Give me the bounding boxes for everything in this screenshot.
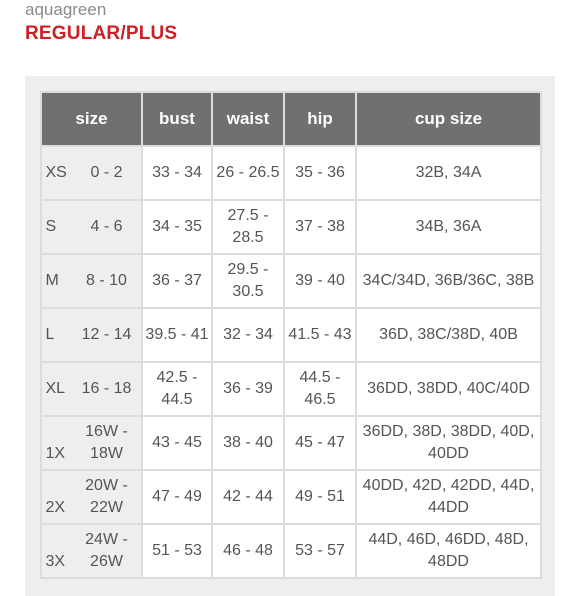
table-row — [41, 524, 541, 578]
waist-cell: 26 - 26.5 — [212, 146, 284, 200]
cup-cell: 34C/34D, 36B/36C, 38B — [356, 254, 541, 308]
brand-name: aquagreen — [25, 0, 107, 19]
bust-cell: 39.5 - 41 — [142, 308, 212, 362]
table-row — [41, 200, 541, 254]
size-number: 8 - 10 — [86, 272, 127, 289]
size-cell — [41, 200, 142, 254]
size-cell — [41, 146, 142, 200]
size-label: S — [45, 218, 57, 235]
waist-cell: 29.5 - 30.5 — [212, 254, 284, 308]
hip-cell: 49 - 51 — [284, 470, 356, 524]
hip-cell: 35 - 36 — [284, 146, 356, 200]
size-number: 16W - 18W — [85, 423, 128, 462]
size-number: 24W - 26W — [85, 531, 128, 570]
cup-cell: 36D, 38C/38D, 40B — [356, 308, 541, 362]
cup-cell: 34B, 36A — [356, 200, 541, 254]
size-number: 4 - 6 — [90, 218, 123, 235]
hip-cell: 44.5 - 46.5 — [284, 362, 356, 416]
bust-cell: 42.5 - 44.5 — [142, 362, 212, 416]
size-chart-table — [40, 91, 542, 579]
table-header-row — [41, 92, 541, 146]
cup-cell: 32B, 34A — [356, 146, 541, 200]
hip-cell: 53 - 57 — [284, 524, 356, 578]
table-row — [41, 362, 541, 416]
header-size: size — [41, 92, 142, 146]
bust-cell: 34 - 35 — [142, 200, 212, 254]
size-label: 1X — [45, 445, 66, 462]
cup-cell: 36DD, 38DD, 40C/40D — [356, 362, 541, 416]
size-number: 12 - 14 — [81, 326, 132, 343]
size-cell — [41, 308, 142, 362]
hip-cell: 37 - 38 — [284, 200, 356, 254]
chart-heading: REGULAR/PLUS — [25, 23, 178, 44]
bust-cell: 51 - 53 — [142, 524, 212, 578]
size-label: 2X — [45, 499, 66, 516]
size-label: XL — [45, 380, 66, 397]
cup-cell: 40DD, 42D, 42DD, 44D, 44DD — [356, 470, 541, 524]
size-cell — [41, 416, 142, 470]
waist-cell: 38 - 40 — [212, 416, 284, 470]
cup-cell: 36DD, 38D, 38DD, 40D, 40DD — [356, 416, 541, 470]
size-number: 0 - 2 — [90, 164, 123, 181]
hip-cell: 39 - 40 — [284, 254, 356, 308]
waist-cell: 46 - 48 — [212, 524, 284, 578]
table-row — [41, 308, 541, 362]
waist-cell: 32 - 34 — [212, 308, 284, 362]
table-row — [41, 146, 541, 200]
waist-cell: 36 - 39 — [212, 362, 284, 416]
size-number: 20W - 22W — [85, 477, 128, 516]
size-label: XS — [45, 164, 67, 181]
table-row — [41, 416, 541, 470]
bust-cell: 36 - 37 — [142, 254, 212, 308]
size-cell — [41, 254, 142, 308]
size-label: L — [45, 326, 55, 343]
bust-cell: 47 - 49 — [142, 470, 212, 524]
size-cell — [41, 362, 142, 416]
size-number: 16 - 18 — [81, 380, 132, 397]
table-row — [41, 470, 541, 524]
size-label: M — [45, 272, 59, 289]
size-cell — [41, 524, 142, 578]
waist-cell: 27.5 - 28.5 — [212, 200, 284, 254]
waist-cell: 42 - 44 — [212, 470, 284, 524]
bust-cell: 33 - 34 — [142, 146, 212, 200]
header-hip: hip — [284, 92, 356, 146]
size-cell — [41, 470, 142, 524]
header-waist: waist — [212, 92, 284, 146]
cup-cell: 44D, 46D, 46DD, 48D, 48DD — [356, 524, 541, 578]
hip-cell: 41.5 - 43 — [284, 308, 356, 362]
table-row — [41, 254, 541, 308]
hip-cell: 45 - 47 — [284, 416, 356, 470]
bust-cell: 43 - 45 — [142, 416, 212, 470]
header-bust: bust — [142, 92, 212, 146]
header-cup-size: cup size — [356, 92, 541, 146]
size-label: 3X — [45, 553, 66, 570]
